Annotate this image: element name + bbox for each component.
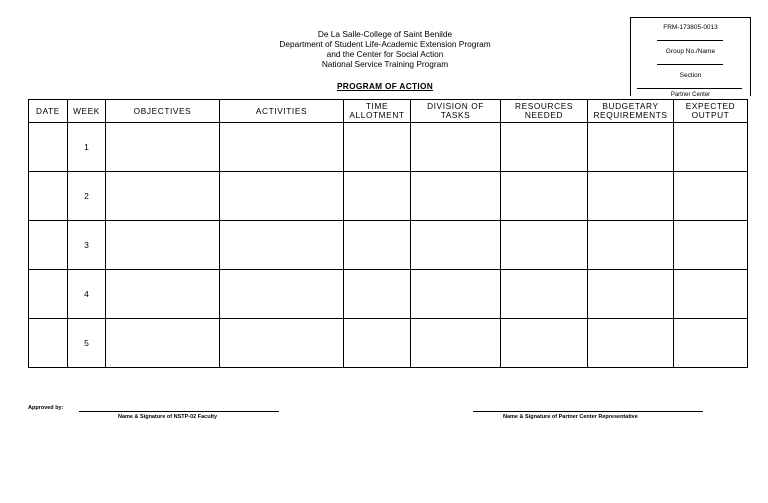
col-header: TIME ALLOTMENT bbox=[344, 100, 411, 123]
header-line-1: De La Salle-College of Saint Benilde bbox=[317, 29, 453, 39]
blank-cell bbox=[106, 319, 220, 368]
approved-by-label: Approved by: bbox=[28, 405, 64, 411]
table-row bbox=[29, 270, 748, 319]
blank-cell bbox=[588, 172, 674, 221]
blank-cell bbox=[106, 270, 220, 319]
blank-cell bbox=[411, 221, 501, 270]
week-number: 2 bbox=[68, 172, 106, 221]
blank-cell bbox=[344, 270, 411, 319]
faculty-signature-line bbox=[79, 411, 279, 412]
table-row bbox=[29, 172, 748, 221]
blank-cell bbox=[674, 270, 748, 319]
col-header: ACTIVITIES bbox=[220, 100, 344, 123]
blank-cell bbox=[674, 172, 748, 221]
blank-cell bbox=[29, 172, 68, 221]
col-header: DIVISION OF TASKS bbox=[411, 100, 501, 123]
blank-cell bbox=[29, 319, 68, 368]
blank-cell bbox=[588, 270, 674, 319]
blank-cell bbox=[674, 221, 748, 270]
blank-cell bbox=[106, 221, 220, 270]
col-header: RESOURCES NEEDED bbox=[501, 100, 588, 123]
blank-cell bbox=[220, 319, 344, 368]
document-title: PROGRAM OF ACTION bbox=[336, 81, 434, 91]
table-row bbox=[29, 221, 748, 270]
section-label: Section bbox=[679, 72, 702, 79]
week-number: 4 bbox=[68, 270, 106, 319]
partner-line bbox=[637, 88, 742, 89]
form-code: FRM-173805-0013 bbox=[663, 24, 718, 31]
institution-header bbox=[230, 29, 540, 69]
table-row bbox=[29, 123, 748, 172]
blank-cell bbox=[674, 123, 748, 172]
col-header: WEEK bbox=[68, 100, 106, 123]
blank-cell bbox=[106, 172, 220, 221]
program-table bbox=[28, 99, 748, 368]
blank-cell bbox=[29, 270, 68, 319]
table-header-row bbox=[29, 100, 748, 123]
blank-cell bbox=[501, 319, 588, 368]
partner-center-label: Partner Center bbox=[670, 92, 711, 96]
partner-signature-caption: Name & Signature of Partner Center Representative bbox=[503, 414, 638, 420]
col-header: EXPECTED OUTPUT bbox=[674, 100, 748, 123]
header-line-2: Department of Student Life-Academic Extension Program bbox=[279, 39, 491, 49]
form-info-box bbox=[630, 17, 751, 96]
blank-cell bbox=[501, 221, 588, 270]
blank-cell bbox=[588, 221, 674, 270]
table-row bbox=[29, 319, 748, 368]
faculty-signature-caption: Name & Signature of NSTP-02 Faculty bbox=[118, 414, 218, 420]
blank-cell bbox=[411, 172, 501, 221]
blank-cell bbox=[220, 270, 344, 319]
week-number: 3 bbox=[68, 221, 106, 270]
blank-cell bbox=[220, 221, 344, 270]
blank-cell bbox=[588, 123, 674, 172]
blank-cell bbox=[501, 172, 588, 221]
blank-cell bbox=[344, 221, 411, 270]
blank-cell bbox=[344, 319, 411, 368]
header-line-4: National Service Training Program bbox=[321, 59, 449, 69]
blank-cell bbox=[29, 123, 68, 172]
group-line bbox=[657, 40, 723, 41]
blank-cell bbox=[501, 123, 588, 172]
blank-cell bbox=[220, 172, 344, 221]
blank-cell bbox=[344, 123, 411, 172]
col-header: OBJECTIVES bbox=[106, 100, 220, 123]
blank-cell bbox=[411, 270, 501, 319]
week-number: 5 bbox=[68, 319, 106, 368]
blank-cell bbox=[344, 172, 411, 221]
blank-cell bbox=[29, 221, 68, 270]
blank-cell bbox=[588, 319, 674, 368]
blank-cell bbox=[411, 123, 501, 172]
header-line-3: and the Center for Social Action bbox=[326, 49, 444, 59]
blank-cell bbox=[106, 123, 220, 172]
blank-cell bbox=[220, 123, 344, 172]
section-line bbox=[657, 64, 723, 65]
group-label: Group No./Name bbox=[665, 48, 716, 55]
blank-cell bbox=[411, 319, 501, 368]
blank-cell bbox=[501, 270, 588, 319]
col-header: BUDGETARY REQUIREMENTS bbox=[588, 100, 674, 123]
partner-signature-line bbox=[473, 411, 703, 412]
week-number: 1 bbox=[68, 123, 106, 172]
blank-cell bbox=[674, 319, 748, 368]
col-header: DATE bbox=[29, 100, 68, 123]
